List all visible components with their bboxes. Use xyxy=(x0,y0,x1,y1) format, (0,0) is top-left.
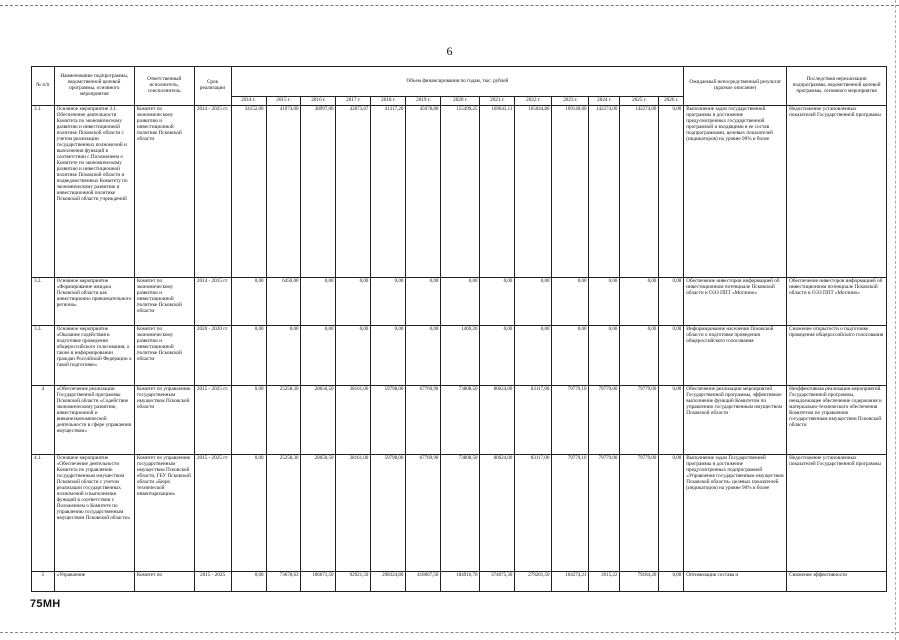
row-value: 279201,50 xyxy=(515,571,552,591)
row-value: 0,00 xyxy=(266,325,301,385)
row-value: 0,00 xyxy=(301,277,336,325)
header-result: Ожидаемый непосредственный результат (краткое описание) xyxy=(684,67,787,106)
row-value: 0,00 xyxy=(371,277,406,325)
row-value: 0,00 xyxy=(406,277,441,325)
row-name: «Управление xyxy=(54,571,134,591)
row-name: Основное мероприятие 3.1. Обеспечение деятельности Комитета по экономическому развитию и инвестиционной политике Псковской области с учетом реализации государственных полномочий и выполнения функций в соответствии с Положением о Комитете по экономическому развитию и инвестиционной политике Псковской области и подведомственных Комитету по экономическому развитию и инвестиционной политике Псковской области учреждений xyxy=(54,105,134,277)
row-name: Основное мероприятие «Оказание содействия в подготовке проведения общероссийского голосования, а также в информировании граждан Российской Федерации о такой подготовке» xyxy=(54,325,134,385)
row-value: 0,00 xyxy=(231,385,266,454)
row-result: Выполнение задач государственной программы и достижение предусмотренных государственной программой и входящими в ее состав подпрограммами, целевых показателей (индикаторов) на уровне 90% и более xyxy=(684,105,787,277)
header-executor: Ответственный исполнитель, соисполнитель xyxy=(134,67,194,106)
row-value: 79779,00 xyxy=(620,385,659,454)
row-value: 169140,00 xyxy=(552,105,589,277)
row-value: 79779,10 xyxy=(552,454,589,571)
row-value: 164274,21 xyxy=(552,571,589,591)
row-value: 0,00 xyxy=(231,454,266,571)
row-value: 25258,30 xyxy=(266,454,301,571)
row-num: 4 xyxy=(32,385,55,454)
row-consequences: Недостижение установленных показателей Государственной программы xyxy=(787,454,887,571)
header-year: 2023 г. xyxy=(552,97,589,106)
row-consequences: Обеспечение инвесторов информацией об инвестиционном потенциале Псковской области и ОЭЗ ППТ «Моглино» xyxy=(787,277,887,325)
row-value: 25258,30 xyxy=(266,385,301,454)
header-name: Наименование подпрограммы, ведомственной целевой программы, основного мероприятия xyxy=(54,67,134,106)
row-value: 0,00 xyxy=(336,277,371,325)
row-result: Информирование населения Псковской области о подготовке проведения общероссийского голосования xyxy=(684,325,787,385)
row-consequences: Снижение открытости о подготовке проведения общероссийского голосования xyxy=(787,325,887,385)
row-value: 0,00 xyxy=(659,105,684,277)
table-row xyxy=(32,325,887,385)
row-value: 80624,00 xyxy=(480,385,515,454)
row-value: 0,00 xyxy=(231,325,266,385)
row-value: 0,00 xyxy=(336,325,371,385)
header-year: 2025 г. xyxy=(620,97,659,106)
row-value: 0,00 xyxy=(515,277,552,325)
row-value: 0,00 xyxy=(441,277,480,325)
row-value: 106671,50 xyxy=(301,571,336,591)
row-value: 41317,20 xyxy=(371,105,406,277)
row-value: 67769,90 xyxy=(406,454,441,571)
row-value: 38997,00 xyxy=(301,105,336,277)
row-value: 6450,00 xyxy=(266,277,301,325)
row-value: 184916,70 xyxy=(441,571,480,591)
row-value: 41074,00 xyxy=(266,105,301,277)
row-value: 0,00 xyxy=(589,325,620,385)
row-value: 38161,00 xyxy=(336,454,371,571)
row-executor: Комитет по xyxy=(134,571,194,591)
header-consequences: Последствия нереализации подпрограммы, ведомственной целевой программы, основного мероприятия xyxy=(787,67,887,106)
row-result: Обеспечение инвесторов информацией об инвестиционном потенциале Псковской области и ОЭЗ ППТ «Моглино» xyxy=(684,277,787,325)
row-value: 79184,20 xyxy=(620,571,659,591)
row-value: 79779,00 xyxy=(589,385,620,454)
row-value: 59798,00 xyxy=(371,385,406,454)
row-term: 2020 - 2020 гг. xyxy=(194,325,231,385)
row-value: 142274,00 xyxy=(589,105,620,277)
row-value: 3915,22 xyxy=(589,571,620,591)
row-num: 3.2. xyxy=(32,277,55,325)
row-value: 0,00 xyxy=(659,454,684,571)
row-term: 2015 - 2025 гг. xyxy=(194,454,231,571)
row-value: 92921,50 xyxy=(336,571,371,591)
row-value: 169643,11 xyxy=(480,105,515,277)
row-value: 67769,90 xyxy=(406,385,441,454)
table-row xyxy=(32,105,887,277)
row-executor: Комитет по управлению государственным имуществом Псковской области xyxy=(134,385,194,454)
row-value: 374075,30 xyxy=(480,571,515,591)
row-value: 45078,80 xyxy=(406,105,441,277)
row-result: Обеспечение реализации мероприятий Государственной программы, эффективное выполнение функций Комитетом по управлению государственным имуществом Псковской области xyxy=(684,385,787,454)
row-value: 42873,67 xyxy=(336,105,371,277)
header-year: 2020 г. xyxy=(441,97,480,106)
header-year: 2018 г. xyxy=(371,97,406,106)
row-value: 0,00 xyxy=(659,571,684,591)
row-value: 79779,00 xyxy=(589,454,620,571)
row-value: 83117,00 xyxy=(515,454,552,571)
row-value: 0,00 xyxy=(552,325,589,385)
header-year: 2014 г. xyxy=(231,97,266,106)
header-year: 2024 г. xyxy=(589,97,620,106)
row-value: 79779,10 xyxy=(552,385,589,454)
row-num: 4.1. xyxy=(32,454,55,571)
row-executor: Комитет по экономическому развитию и инвестиционной политике Псковской области xyxy=(134,277,194,325)
row-value: 1469,20 xyxy=(441,325,480,385)
header-year: 2016 г. xyxy=(301,97,336,106)
row-term: 2014 - 2025 гг. xyxy=(194,105,231,277)
row-value: 418067,50 xyxy=(406,571,441,591)
row-term: 2014 - 2015 гг. xyxy=(194,277,231,325)
row-value: 34152,00 xyxy=(231,105,266,277)
row-value: 28650,50 xyxy=(301,385,336,454)
row-value: 0,00 xyxy=(659,325,684,385)
row-value: 0,00 xyxy=(659,385,684,454)
row-name: «Обеспечение реализации Государственной программы Псковской области «Содействие экономическому развитию, инвестиционной и внешнеэкономической деятельности в сфере управления имуществом» xyxy=(54,385,134,454)
page-number: 6 xyxy=(446,44,453,58)
row-value: 38161,00 xyxy=(336,385,371,454)
row-result: Выполнение задач Государственной программы и достижение предусмотренных подпрограммой «Управление государственным имуществом Псковской области» целевых показателей (индикаторов) на уровне 90% и более xyxy=(684,454,787,571)
header-year: 2015 г. xyxy=(266,97,301,106)
row-term: 2015 - 2025 гг. xyxy=(194,385,231,454)
scan-edge-right xyxy=(895,0,896,640)
header-year: 2017 г. xyxy=(336,97,371,106)
header-year: 2022 г. xyxy=(515,97,552,106)
row-value: 80624,00 xyxy=(480,454,515,571)
table-header-row xyxy=(32,67,887,97)
row-value: 0,00 xyxy=(301,325,336,385)
row-value: 0,00 xyxy=(620,325,659,385)
table-row xyxy=(32,277,887,325)
row-value: 28650,50 xyxy=(301,454,336,571)
row-value: 0,00 xyxy=(515,325,552,385)
scan-edge-bottom xyxy=(0,632,899,633)
row-value: 0,00 xyxy=(659,277,684,325)
row-num: 5 xyxy=(32,571,55,591)
header-year: 2021 г. xyxy=(480,97,515,106)
row-consequences: Недостижение установленных показателей Государственной программы xyxy=(787,105,887,277)
row-result: Оптимизация состава и xyxy=(684,571,787,591)
row-name: Основное мероприятие «Формирование имиджа Псковской области как инвестиционно привлекательного региона» xyxy=(54,277,134,325)
row-consequences: Неэффективная реализация мероприятий Государственной программы, ненадлежащее обеспечение содержания и материально-технического обеспечения Комитетом по управлению государственным имуществом Псковской области xyxy=(787,385,887,454)
row-executor: Комитет по экономическому развитию и инвестиционной политике Псковской области xyxy=(134,105,194,277)
row-value: 0,00 xyxy=(620,277,659,325)
row-value: 59798,00 xyxy=(371,454,406,571)
table-row xyxy=(32,385,887,454)
row-value: 0,00 xyxy=(406,325,441,385)
row-executor: Комитет по экономическому развитию и инвестиционной политике Псковской области xyxy=(134,325,194,385)
row-consequences: Снижение эффективности xyxy=(787,571,887,591)
row-value: 0,00 xyxy=(371,325,406,385)
header-term: Срок реализации xyxy=(194,67,231,106)
row-num: 3.1. xyxy=(32,105,55,277)
row-value: 0,00 xyxy=(231,277,266,325)
row-value: 73678,63 xyxy=(266,571,301,591)
row-value: 165044,80 xyxy=(515,105,552,277)
row-value: 0,00 xyxy=(589,277,620,325)
row-value: 0,00 xyxy=(480,325,515,385)
table-row xyxy=(32,454,887,571)
row-value: 73808,50 xyxy=(441,385,480,454)
document-code: 75МН xyxy=(30,598,61,610)
header-year: 2019 г. xyxy=(406,97,441,106)
row-value: 298324,80 xyxy=(371,571,406,591)
row-executor: Комитет по управлению государственным имуществом Псковской области, ГБУ Псковской области «Бюро технической инвентаризации» xyxy=(134,454,194,571)
row-value: 83117,00 xyxy=(515,385,552,454)
row-num: 3.3. xyxy=(32,325,55,385)
table-row xyxy=(32,571,887,591)
scan-edge-top xyxy=(0,5,899,6)
row-value: 0,00 xyxy=(231,571,266,591)
header-financing: Объем финансирования по годам, тыс. рублей xyxy=(231,67,684,97)
row-value: 0,00 xyxy=(480,277,515,325)
row-value: 73808,50 xyxy=(441,454,480,571)
row-name: Основное мероприятие «Обеспечение деятельности Комитета по управлению государственным имуществом Псковской области с учетом реализации государственных полномочий и выполнения функций в соответствии с Положением о Комитете по управлению государственным имуществом Псковской области» xyxy=(54,454,134,571)
row-value: 0,00 xyxy=(552,277,589,325)
row-term: 2015 - 2025 xyxy=(194,571,231,591)
row-value: 155499,25 xyxy=(441,105,480,277)
row-value: 79779,00 xyxy=(620,454,659,571)
program-financing-table xyxy=(31,66,887,592)
header-num: № п/п xyxy=(32,67,55,106)
header-year: 2026 г. xyxy=(659,97,684,106)
row-value: 142274,00 xyxy=(620,105,659,277)
